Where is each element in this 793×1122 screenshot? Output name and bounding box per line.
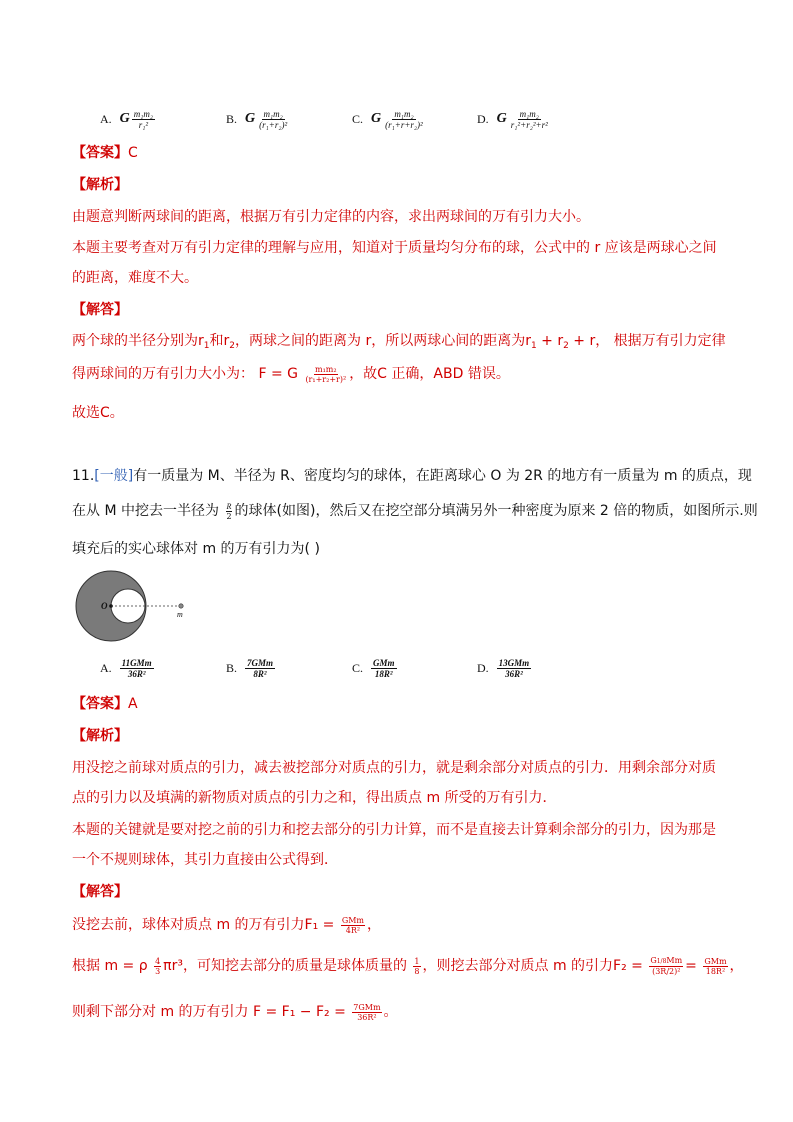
option-fraction <box>132 109 155 130</box>
frac-num: m₁m₂ <box>263 108 283 119</box>
q11-analysis-2a: 本题的关键就是要对挖之前的引力和挖去部分的引力计算，而不是直接去计算剩余部分的引力，因为那是 <box>72 822 716 838</box>
solution-tag: 【解答】 <box>72 302 128 318</box>
option-fraction <box>371 658 397 679</box>
q11-option-a[interactable] <box>100 653 154 683</box>
frac-den: 36R² <box>357 1012 377 1022</box>
option-fraction <box>257 109 289 130</box>
option-fraction <box>245 658 275 679</box>
q11-stem-3: 填充后的实心球体对 m 的万有引力为( ) <box>72 541 320 557</box>
q11-solution-tag <box>72 882 128 902</box>
frac-den: r₁² <box>138 119 149 130</box>
formula-fraction <box>352 1003 381 1022</box>
frac-num: GMm <box>341 915 365 925</box>
q10-option-b[interactable] <box>226 104 289 134</box>
q10-options <box>100 104 700 134</box>
sol-text: ， 根据万有引力定律 <box>595 333 726 349</box>
q11-answer <box>72 694 138 714</box>
formula-fraction <box>341 916 365 935</box>
q10-answer <box>72 143 138 163</box>
frac-num: m₁m₂ <box>394 108 414 119</box>
answer-tag: 【答案】 <box>72 696 128 712</box>
answer-value: C <box>128 145 138 161</box>
solution-tag: 【解答】 <box>72 884 128 900</box>
q10-analysis-2a: 本题主要考查对万有引力定律的理解与应用，知道对于质量均匀分布的球，公式中的 r 应该是两球心之间 <box>72 240 717 256</box>
frac-den: 36R² <box>127 668 146 679</box>
q11-stem-1 <box>72 466 752 486</box>
q11-analysis-1b: 点的引力以及填满的新物质对质点的引力之和，得出质点 m 所受的万有引力． <box>72 790 557 806</box>
option-letter: D. <box>477 111 489 126</box>
option-letter: A. <box>100 111 112 126</box>
option-letter: A. <box>100 660 112 675</box>
sol-text: πr³，可知挖去部分的质量是球体质量的 <box>163 958 407 974</box>
option-fraction <box>509 109 550 130</box>
frac-num: m₁m₂ <box>133 108 154 119</box>
q10-analysis-2b: 的距离，难度不大。 <box>72 270 198 286</box>
sol-text: ，故C 正确，ABD 错误。 <box>349 366 510 382</box>
q11-solution-3 <box>72 1002 398 1022</box>
difficulty-label[interactable]: [一般] <box>94 468 134 484</box>
option-coef: G <box>496 111 507 126</box>
option-letter: D. <box>477 660 489 675</box>
mass-point <box>179 604 183 608</box>
answer-value: A <box>128 696 138 712</box>
q10-option-a[interactable] <box>100 104 155 134</box>
label-o: O <box>101 601 108 611</box>
q11-analysis-tag <box>72 726 128 746</box>
q10-solution-3: 故选C。 <box>72 405 124 421</box>
q10-solution-2 <box>72 364 510 384</box>
option-letter: C. <box>352 660 364 675</box>
q11-analysis-2b: 一个不规则球体，其引力直接由公式得到． <box>72 852 338 868</box>
analysis-tag: 【解析】 <box>72 177 128 193</box>
q10-analysis-1: 由题意判断两球间的距离，根据万有引力定律的内容，求出两球间的万有引力大小。 <box>72 209 590 225</box>
r-over-2-fraction: $\frac{R}{2}$ <box>226 501 232 521</box>
question-number: 11. <box>72 468 95 484</box>
one-eighth-fraction: $\frac{1}{8}$ <box>414 956 420 976</box>
option-coef: G <box>119 111 130 126</box>
frac-num: m₁m₂ <box>519 108 539 119</box>
stem-text: 有一质量为 M、半径为 R、密度均匀的球体，在距离球心 O 为 2R 的地方有一质量为 m 的质点，现 <box>133 468 752 484</box>
sol-text: 两个球的半径分别为r <box>72 333 204 349</box>
q10-analysis-tag <box>72 175 128 195</box>
sol-text: 根据 m = ρ <box>72 958 148 974</box>
four-thirds-fraction: $\frac{4}{3}$ <box>155 956 161 976</box>
frac-den: r₁²+r₂²+r² <box>510 119 548 130</box>
sol-text: 则剩下部分对 m 的万有引力 F = F₁ − F₂ = <box>72 1004 346 1020</box>
stem-text: 的球体(如图)，然后又在挖空部分填满另外一种密度为原来 2 倍的物质，如图所示.则 <box>234 503 758 519</box>
answer-tag: 【答案】 <box>72 145 128 161</box>
sol-text: ，则挖去部分对质点 m 的引力F₂ = <box>422 958 643 974</box>
frac-num: 7GMm <box>247 657 274 668</box>
frac-den: 8R² <box>253 668 267 679</box>
q11-analysis-1a: 用没挖之前球对质点的引力，减去被挖部分对质点的引力，就是剩余部分对质点的引力．用剩余部分对质 <box>72 760 716 776</box>
frac-num: m₁m₂ <box>315 364 337 374</box>
formula-fraction <box>304 365 347 384</box>
frac-den: 18R² <box>705 966 726 976</box>
sol-text: ，两球之间的距离为 r，所以两球心间的距离为r <box>235 333 531 349</box>
analysis-tag: 【解析】 <box>72 728 128 744</box>
frac-num: 11GMm <box>121 657 152 668</box>
sol-text: 和r <box>209 333 230 349</box>
sol-text: 没挖去前，球体对质点 m 的万有引力F₁ = <box>72 917 335 933</box>
q11-option-b[interactable] <box>226 653 275 683</box>
option-coef: G <box>371 111 382 126</box>
frac-den: (r₁+r₂+r)² <box>305 374 347 384</box>
f2-fraction: $\frac{G1/8Mm}{\text{(3R/2)²}}$ <box>650 956 683 976</box>
sol-text: = <box>685 958 697 974</box>
q11-option-d[interactable] <box>477 653 531 683</box>
option-fraction <box>497 658 532 679</box>
q11-option-c[interactable] <box>352 653 397 683</box>
q10-solution-1: 两个球的半径分别为$r_1$和$r_2$，两球之间的距离为 r，所以两球心间的距离为$r_1 + r_2 + r$， 根据万有引力定律 <box>72 333 726 351</box>
option-letter: B. <box>226 111 238 126</box>
q11-stem-2 <box>72 501 758 521</box>
formula-fraction <box>703 957 727 976</box>
frac-den: (r₁+r+r₂)² <box>385 119 423 130</box>
label-m: m <box>177 610 183 619</box>
frac-num: GMm <box>373 657 395 668</box>
frac-den: 4R² <box>345 925 361 935</box>
stem-text: 在从 M 中挖去一半径为 <box>72 503 219 519</box>
frac-num: 7GMm <box>353 1002 381 1012</box>
option-letter: C. <box>352 111 364 126</box>
q10-option-d[interactable] <box>477 104 550 134</box>
frac-num: 13GMm <box>498 657 530 668</box>
sol-text: 得两球间的万有引力大小为： F = G <box>72 366 298 382</box>
q11-options <box>100 653 700 683</box>
frac-den: 18R² <box>374 668 393 679</box>
frac-num: GMm <box>704 956 727 966</box>
q11-solution-1: 没挖去前，球体对质点 m 的万有引力F₁ = $\frac{\text{GMm}}{\text{4R²}}$ ， <box>72 915 382 935</box>
option-coef: G <box>245 111 256 126</box>
option-letter: B. <box>226 660 238 675</box>
option-fraction <box>383 109 425 130</box>
frac-den: (r₁+r₂)² <box>259 119 288 130</box>
option-fraction <box>120 658 154 679</box>
q10-option-c[interactable] <box>352 104 425 134</box>
frac-den: 36R² <box>505 668 523 679</box>
sphere-diagram <box>75 570 205 642</box>
q10-solution-tag <box>72 300 128 320</box>
sol-text: 。 <box>383 1004 398 1020</box>
q11-solution-2: 根据 m = ρ $\frac{4}{3}$ πr³，可知挖去部分的质量是球体质量的 $\frac{1}{8}$ ，则挖去部分对质点 m 的引力F₂ = $\frac{G1/8Mm}{\text{(3R/2)²}}$ = $\frac{\text{GMm}}{\text{18R²}}$ ， <box>72 956 744 976</box>
